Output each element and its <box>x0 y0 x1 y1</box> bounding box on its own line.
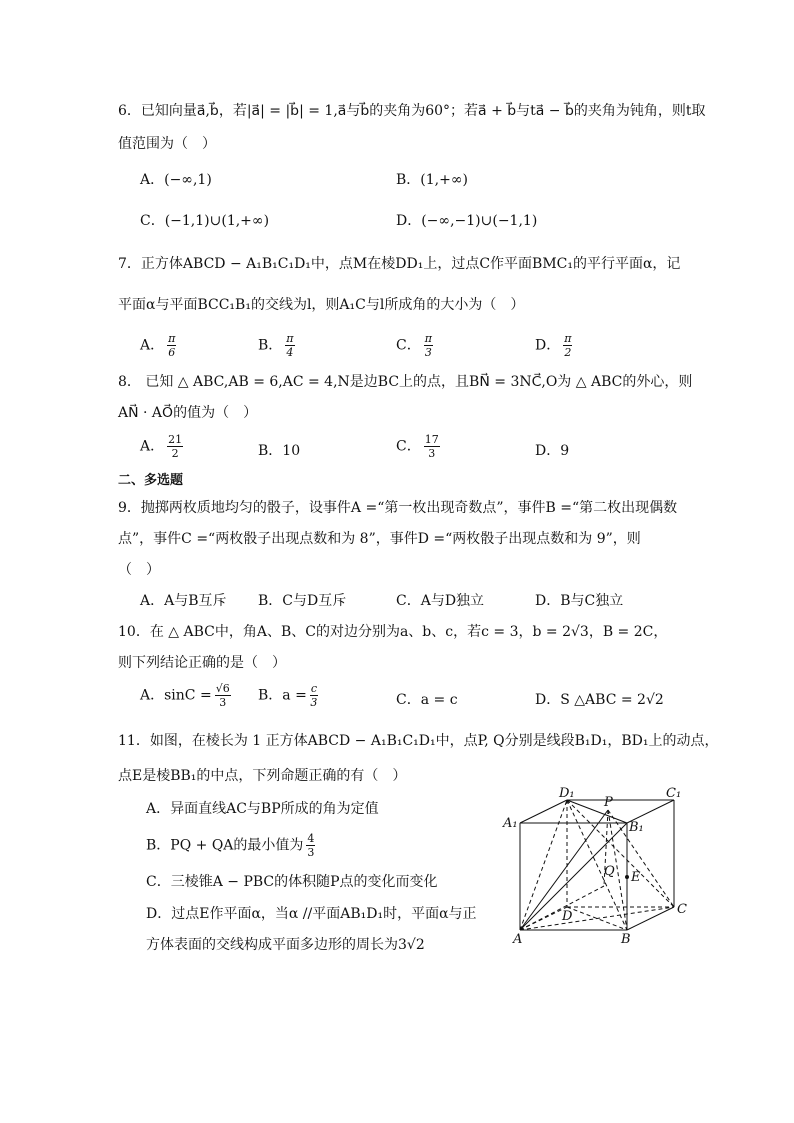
q11-option-b-prefix: B．PQ + QA的最小值为 <box>146 837 304 854</box>
q7-option-b-num: π <box>286 332 294 345</box>
q8-option-c-fraction <box>424 433 440 460</box>
q10-option-a-prefix: A．sinC = <box>140 687 212 704</box>
q7-option-a-den: 6 <box>168 346 176 359</box>
q7-option-b-den: 4 <box>286 346 294 359</box>
q11-option-d-line2: 方体表面的交线构成平面多边形的周长为3√2 <box>146 937 425 953</box>
q10-option-a-fraction <box>215 682 231 709</box>
edge-b-c <box>627 907 674 930</box>
edge-a1-d1 <box>520 800 567 823</box>
q7-option-b <box>258 332 295 359</box>
segment-d1-c <box>567 800 674 907</box>
q8-option-a <box>140 433 183 460</box>
point-e-dot <box>625 875 629 879</box>
q9-line3: （ ） <box>118 562 160 578</box>
q7-option-a <box>140 332 176 359</box>
q9-option-a: A．A与B互斥 <box>140 593 227 609</box>
q7-option-a-num: π <box>168 332 176 345</box>
q7-line2: 平面α与平面BCC₁B₁的交线为l，则A₁C与l所成角的大小为（ ） <box>118 297 525 313</box>
q6-line1: 6．已知向量a⃗,b⃗，若|a⃗| = |b⃗| = 1,a⃗与b⃗的夹角为60°；若a⃗ + b⃗与ta⃗ − b⃗的夹角为钝角，则t取 <box>118 103 706 119</box>
q8-option-c-num: 17 <box>424 433 439 446</box>
q6-option-d: D．(−∞,−1)∪(−1,1) <box>396 213 538 229</box>
q6-line2: 值范围为（ ） <box>118 136 216 152</box>
q8-option-a-den: 2 <box>171 447 179 460</box>
q7-option-d <box>535 332 572 359</box>
q7-option-d-num: π <box>564 332 572 345</box>
q7-option-d-fraction <box>563 332 572 359</box>
q7-option-d-label: D． <box>535 337 561 354</box>
label-c: C <box>677 902 687 917</box>
label-a1: A₁ <box>503 816 518 831</box>
q6-option-a: A．(−∞,1) <box>140 172 212 188</box>
q11-option-b-num: 4 <box>307 832 315 845</box>
q8-option-a-label: A． <box>140 438 165 455</box>
q10-option-c: C．a = c <box>396 692 458 708</box>
q8-option-a-num: 21 <box>168 433 183 446</box>
q9-option-d: D．B与C独立 <box>535 593 624 609</box>
q7-option-c-den: 3 <box>424 346 432 359</box>
section-heading-multiple-choice: 二、多选题 <box>118 473 184 488</box>
q9-option-c: C．A与D独立 <box>396 593 485 609</box>
q11-option-d-line1: D．过点E作平面α，当α //平面AB₁D₁时，平面α与正 <box>146 906 477 922</box>
q11-option-a: A．异面直线AC与BP所成的角为定值 <box>146 801 379 817</box>
cube-figure <box>500 780 700 950</box>
q6-option-b: B．(1,+∞) <box>396 172 468 188</box>
q10-option-b-prefix: B．a = <box>258 687 307 704</box>
q10-option-a <box>140 682 231 709</box>
q9-line2: 点”，事件C =“两枚骰子出现点数和为 8”，事件D =“两枚骰子出现点数和为 9”，则 <box>118 531 641 547</box>
label-c1: C₁ <box>666 786 682 801</box>
label-b1: B₁ <box>629 820 644 835</box>
label-d: D <box>562 909 573 924</box>
q7-option-a-fraction <box>167 332 176 359</box>
q10-option-a-den: 3 <box>219 696 227 709</box>
q11-option-b-den: 3 <box>307 846 315 859</box>
label-d1: D₁ <box>559 786 575 801</box>
q10-option-b-den: 3 <box>310 696 318 709</box>
q10-option-b-fraction <box>310 682 318 709</box>
q10-option-a-num: √6 <box>215 682 230 695</box>
q6-option-c: C．(−1,1)∪(1,+∞) <box>140 213 270 229</box>
label-b: B <box>621 932 631 947</box>
q8-option-c <box>396 433 440 460</box>
label-e: E <box>631 870 641 885</box>
q11-option-b-fraction <box>306 832 315 859</box>
q8-option-c-den: 3 <box>428 447 436 460</box>
q11-option-c: C．三棱锥A − PBC的体积随P点的变化而变化 <box>146 874 438 890</box>
q11-line2: 点E是棱BB₁的中点，下列命题正确的有（ ） <box>118 768 407 784</box>
q7-option-c-label: C． <box>396 337 421 354</box>
label-p: P <box>604 795 613 810</box>
q10-option-b <box>258 682 318 709</box>
q9-option-b: B．C与D互斥 <box>258 593 347 609</box>
q7-option-b-fraction <box>285 332 294 359</box>
label-a: A <box>513 932 523 947</box>
q8-line1: 8． 已知 △ ABC,AB = 6,AC = 4,N是边BC上的点，且BN⃗ = 3NC⃗,O为 △ ABC的外心，则 <box>118 374 693 390</box>
q8-line2: AN⃗ · AO⃗的值为（ ） <box>118 405 258 421</box>
q7-option-c <box>396 332 433 359</box>
label-q: Q <box>604 864 615 879</box>
q7-option-b-label: B． <box>258 337 283 354</box>
q8-option-d: D．9 <box>535 443 570 459</box>
q7-option-a-label: A． <box>140 337 165 354</box>
q10-option-d: D．S △ABC = 2√2 <box>535 692 664 708</box>
q8-option-a-fraction <box>167 433 183 460</box>
q10-line1: 10．在 △ ABC中，角A、B、C的对边分别为a、b、c，若c = 3，b = 2√3，B = 2C， <box>118 624 668 640</box>
q11-line1: 11．如图，在棱长为 1 正方体ABCD − A₁B₁C₁D₁中，点P, Q分别是线段B₁D₁，BD₁上的动点， <box>118 733 719 749</box>
q7-option-c-fraction <box>424 332 433 359</box>
q7-line1: 7．正方体ABCD − A₁B₁C₁D₁中，点M在棱DD₁上，过点C作平面BMC₁的平行平面α，记 <box>118 256 681 272</box>
q11-option-b <box>146 832 315 859</box>
q10-option-b-num: c <box>310 682 317 695</box>
q7-option-d-den: 2 <box>564 346 572 359</box>
q8-option-c-label: C． <box>396 438 421 455</box>
q7-option-c-num: π <box>424 332 432 345</box>
q8-option-b: B．10 <box>258 443 301 459</box>
q10-line2: 则下列结论正确的是（ ） <box>118 655 286 671</box>
q9-line1: 9．抛掷两枚质地均匀的骰子，设事件A =“第一枚出现奇数点”，事件B =“第二枚出现偶数 <box>118 500 678 516</box>
